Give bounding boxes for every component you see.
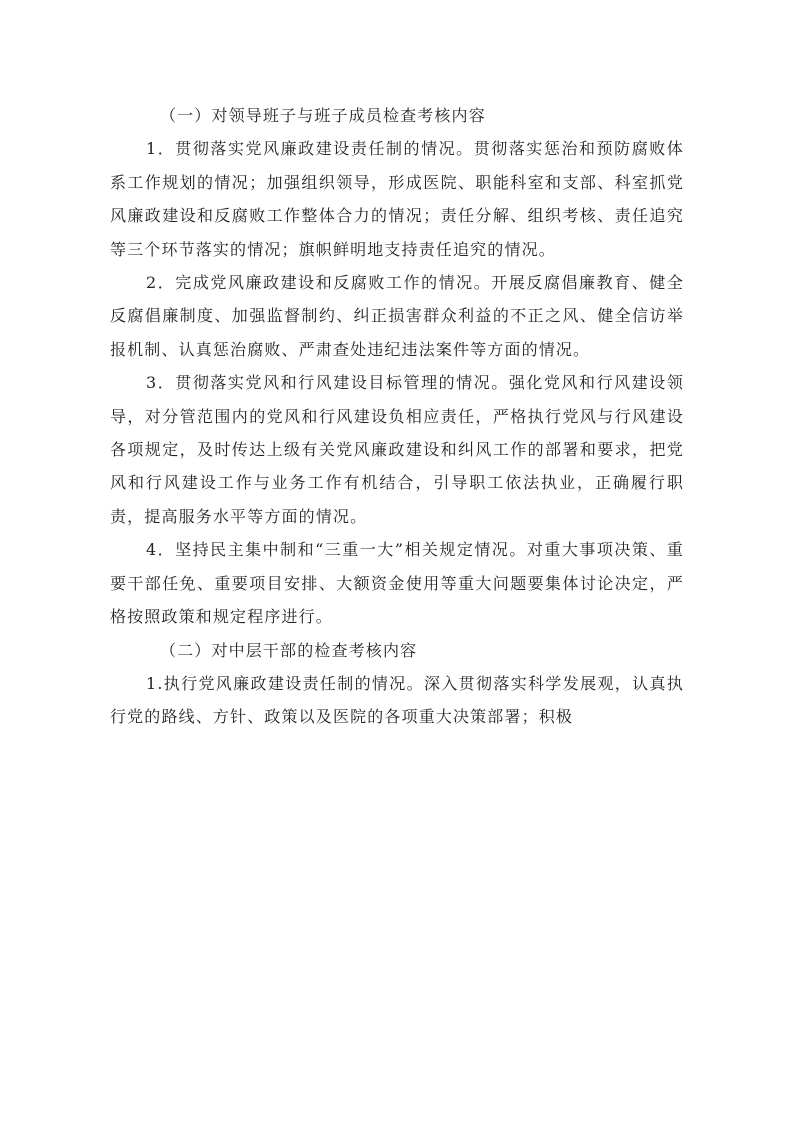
paragraph-item-3: 3．贯彻落实党风和行风建设目标管理的情况。强化党风和行风建设领导，对分管范围内的党风和行风建设负相应责任，严格执行党风与行风建设各项规定，及时传达上级有关党风廉政建设和纠风工作的部署和要求，把党风和行风建设工作与业务工作有机结合，引导职工依法执业，正确履行职责，提高服务水平等方面的情况。 bbox=[110, 373, 684, 526]
section-heading-1: （一）对领导班子与班子成员检查考核内容 bbox=[160, 106, 486, 125]
document-body bbox=[110, 99, 684, 734]
paragraph-item-4: 4．坚持民主集中制和“三重一大”相关规定情况。对重大事项决策、重要干部任免、重要项目安排、大额资金使用等重大问题要集体讨论决定，严格按照政策和规定程序进行。 bbox=[110, 540, 684, 627]
paragraph-item-2: 2．完成党风廉政建设和反腐败工作的情况。开展反腐倡廉教育、健全反腐倡廉制度、加强监督制约、纠正损害群众利益的不正之风、健全信访举报机制、认真惩治腐败、严肃查处违纪违法案件等方面的情况。 bbox=[110, 273, 684, 359]
paragraph-item-5: 1.执行党风廉政建设责任制的情况。深入贯彻落实科学发展观，认真执行党的路线、方针、政策以及医院的各项重大决策部署；积极 bbox=[110, 673, 684, 727]
paragraph-item-1: 1．贯彻落实党风廉政建设责任制的情况。贯彻落实惩治和预防腐败体系工作规划的情况；加强组织领导，形成医院、职能科室和支部、科室抓党风廉政建设和反腐败工作整体合力的情况；责任分解、组织考核、责任追究等三个环节落实的情况；旗帜鲜明地支持责任追究的情况。 bbox=[110, 139, 684, 259]
section-heading-2: （二）对中层干部的检查考核内容 bbox=[160, 640, 418, 660]
